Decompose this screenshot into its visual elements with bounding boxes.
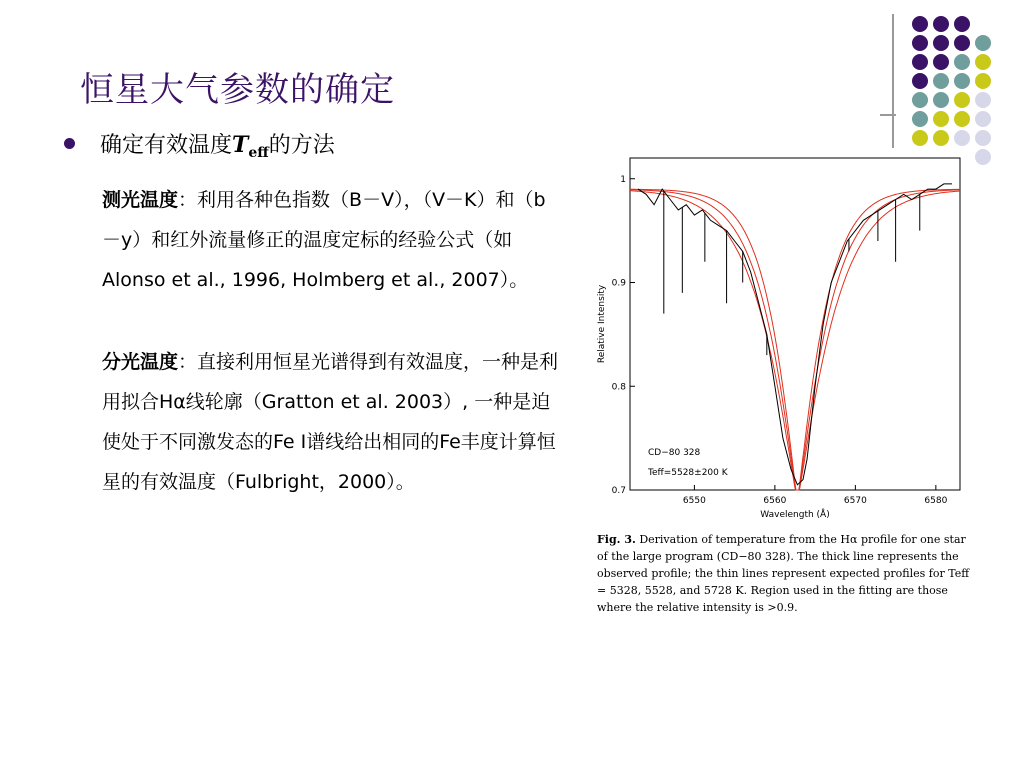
- decor-dot-purple: [912, 73, 928, 89]
- paragraph-colon: ：: [178, 189, 198, 211]
- x-axis-ticks: [683, 485, 948, 506]
- decor-dot-teal: [933, 73, 949, 89]
- decor-dot-purple: [933, 54, 949, 70]
- x-axis-label: Wavelength (Å): [760, 510, 830, 520]
- decor-dot-teal: [975, 35, 991, 51]
- decor-dot-yellow: [933, 130, 949, 146]
- model-profile-line: [630, 190, 960, 490]
- y-axis-ticks: [612, 175, 635, 496]
- paragraph-label: 测光温度: [102, 189, 179, 211]
- teff-subscript: eff: [248, 145, 269, 161]
- bullet-dot-icon: [64, 138, 75, 149]
- caption-text: Derivation of temperature from the Hα profile for one star of the large program (CD−80 328). The thick line represents the observed profile; the thin lines represent expected profiles for Teff = 5328, 5528, and 5728 K. Region used in the fitting are those where the relative intensity is >0.9.: [597, 533, 970, 614]
- x-tick-label: 6570: [843, 496, 867, 506]
- chart-annotation-teff: Teff=5528±200 K: [648, 468, 728, 478]
- y-axis-label: Relative Intensity: [597, 284, 607, 364]
- decor-dot-yellow: [954, 111, 970, 127]
- y-tick-label: 0.8: [611, 382, 626, 393]
- decor-dot-purple: [912, 54, 928, 70]
- bullet-text-before: 确定有效温度: [100, 133, 233, 158]
- model-profiles: [630, 189, 960, 490]
- decor-dot-lavender: [975, 111, 991, 127]
- plot-frame: [630, 158, 960, 490]
- paragraph-photometric: [102, 180, 562, 300]
- x-tick-label: 6560: [763, 496, 787, 506]
- observed-profile: [638, 184, 952, 485]
- decor-dot-teal: [912, 111, 928, 127]
- h-alpha-profile-chart: [592, 150, 972, 530]
- paragraph-label: 分光温度: [102, 351, 179, 373]
- paragraph-spectroscopic: [102, 342, 562, 502]
- decor-dot-lavender: [975, 149, 991, 165]
- paragraph-body: 直接利用恒星光谱得到有效温度，一种是利用拟合Hα线轮廓（Gratton et al. 2003）, 一种是迫使处于不同激发态的Fe I谱线给出相同的Fe丰度计算恒星的有效温度（Fulbright，2000）。: [102, 351, 559, 493]
- decor-dot-lavender: [975, 92, 991, 108]
- decor-dot-yellow: [975, 73, 991, 89]
- decor-dot-lavender: [975, 130, 991, 146]
- slide-title: 恒星大气参数的确定: [80, 70, 395, 110]
- bullet-text: [100, 128, 335, 161]
- x-tick-label: 6580: [924, 496, 948, 506]
- y-tick-label: 1: [620, 174, 626, 185]
- paragraph-body: 利用各种色指数（B－V），（V－K）和（b－y）和红外流量修正的温度定标的经验公式（如Alonso et al., 1996, Holmberg et al., 2007）。: [102, 189, 546, 291]
- divider-horizontal: [880, 114, 896, 116]
- decor-dot-purple: [954, 16, 970, 32]
- y-tick-label: 0.9: [611, 278, 626, 289]
- decor-dot-purple: [933, 16, 949, 32]
- bullet-item: [62, 126, 542, 160]
- figure-caption: [597, 531, 975, 616]
- decor-dot-yellow: [954, 92, 970, 108]
- decor-dot-lavender: [954, 130, 970, 146]
- model-profile-line: [630, 191, 960, 490]
- decor-dot-yellow: [933, 111, 949, 127]
- decor-dot-purple: [954, 35, 970, 51]
- decor-dot-purple: [933, 35, 949, 51]
- decor-dot-teal: [954, 54, 970, 70]
- decor-dot-teal: [933, 92, 949, 108]
- divider-vertical: [892, 14, 894, 148]
- caption-label: Fig. 3.: [597, 533, 636, 546]
- x-tick-label: 6550: [682, 496, 706, 506]
- decor-dot-yellow: [975, 54, 991, 70]
- decor-dot-teal: [954, 73, 970, 89]
- decor-dot-purple: [912, 35, 928, 51]
- decor-dot-yellow: [912, 130, 928, 146]
- y-tick-label: 0.7: [611, 486, 626, 496]
- paragraph-colon: ：: [178, 351, 198, 373]
- model-profile-line: [630, 189, 960, 490]
- decor-dot-teal: [912, 92, 928, 108]
- decor-dot-purple: [912, 16, 928, 32]
- teff-symbol: T: [232, 132, 249, 158]
- bullet-text-after: 的方法: [268, 133, 335, 158]
- chart-annotation-star: CD−80 328: [648, 448, 701, 458]
